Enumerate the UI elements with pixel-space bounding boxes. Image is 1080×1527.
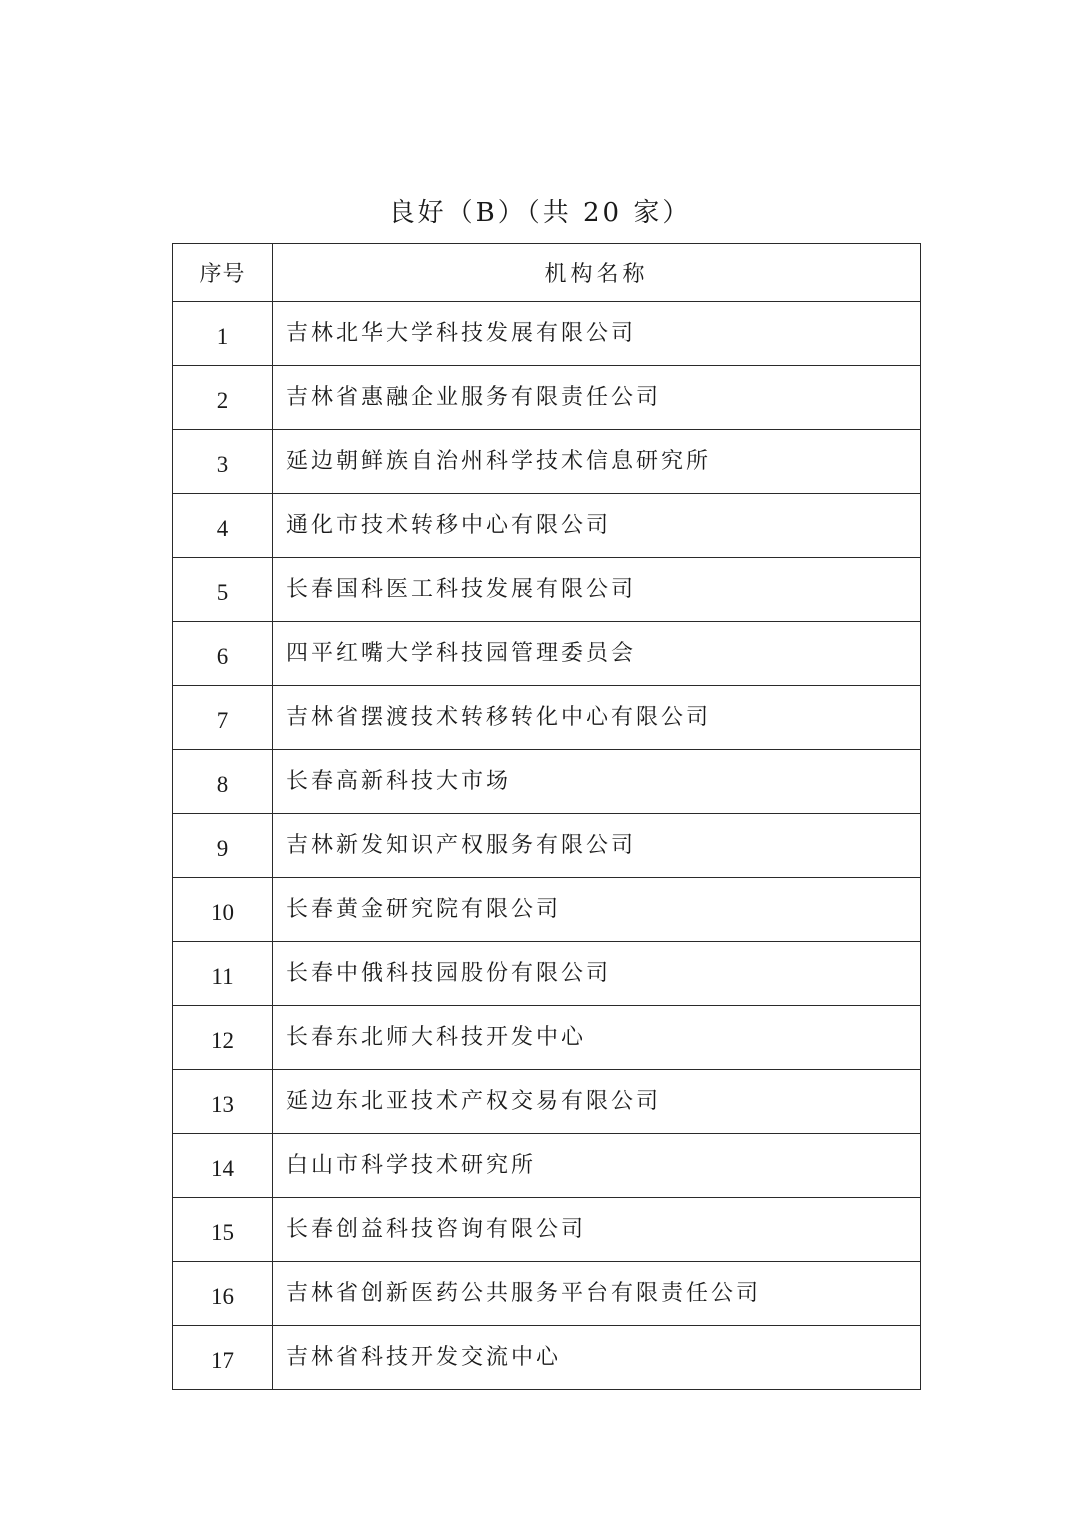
table-row: [173, 1006, 921, 1070]
institution-name: 长春国科医工科技发展有限公司: [273, 558, 921, 622]
institution-name: 吉林省创新医药公共服务平台有限责任公司: [273, 1262, 921, 1326]
table-row: [173, 750, 921, 814]
institution-name: 长春黄金研究院有限公司: [273, 878, 921, 942]
row-number: 16: [173, 1262, 273, 1326]
row-number: 8: [173, 750, 273, 814]
table-row: [173, 1198, 921, 1262]
table-row: [173, 1070, 921, 1134]
row-number: 9: [173, 814, 273, 878]
institution-name: 吉林省科技开发交流中心: [273, 1326, 921, 1390]
row-number: 3: [173, 430, 273, 494]
table-row: [173, 366, 921, 430]
row-number: 6: [173, 622, 273, 686]
row-number: 15: [173, 1198, 273, 1262]
table-row: [173, 494, 921, 558]
institution-name: 吉林北华大学科技发展有限公司: [273, 302, 921, 366]
institution-name: 吉林新发知识产权服务有限公司: [273, 814, 921, 878]
table-row: [173, 430, 921, 494]
institution-name: 长春中俄科技园股份有限公司: [273, 942, 921, 1006]
row-number: 1: [173, 302, 273, 366]
table-row: [173, 1262, 921, 1326]
institution-name: 长春高新科技大市场: [273, 750, 921, 814]
institution-name: 长春创益科技咨询有限公司: [273, 1198, 921, 1262]
table-row: [173, 942, 921, 1006]
institution-name: 四平红嘴大学科技园管理委员会: [273, 622, 921, 686]
row-number: 14: [173, 1134, 273, 1198]
row-number: 13: [173, 1070, 273, 1134]
row-number: 10: [173, 878, 273, 942]
row-number: 12: [173, 1006, 273, 1070]
table-body: [173, 302, 921, 1390]
table-row: [173, 1326, 921, 1390]
table-row: [173, 686, 921, 750]
header-name: 机构名称: [273, 244, 921, 302]
institution-name: 吉林省摆渡技术转移转化中心有限公司: [273, 686, 921, 750]
table-row: [173, 1134, 921, 1198]
table-row: [173, 302, 921, 366]
institution-name: 长春东北师大科技开发中心: [273, 1006, 921, 1070]
row-number: 5: [173, 558, 273, 622]
table-row: [173, 622, 921, 686]
row-number: 4: [173, 494, 273, 558]
row-number: 7: [173, 686, 273, 750]
institution-name: 延边东北亚技术产权交易有限公司: [273, 1070, 921, 1134]
institution-name: 吉林省惠融企业服务有限责任公司: [273, 366, 921, 430]
row-number: 2: [173, 366, 273, 430]
institution-name: 延边朝鲜族自治州科学技术信息研究所: [273, 430, 921, 494]
table-row: [173, 814, 921, 878]
row-number: 17: [173, 1326, 273, 1390]
institution-table: [172, 243, 921, 1390]
row-number: 11: [173, 942, 273, 1006]
table-row: [173, 558, 921, 622]
page-title: 良好（B）（共 20 家）: [388, 198, 692, 228]
institution-name: 通化市技术转移中心有限公司: [273, 494, 921, 558]
table-row: [173, 878, 921, 942]
table-header-row: [173, 244, 921, 302]
header-number: 序号: [173, 244, 273, 302]
institution-name: 白山市科学技术研究所: [273, 1134, 921, 1198]
